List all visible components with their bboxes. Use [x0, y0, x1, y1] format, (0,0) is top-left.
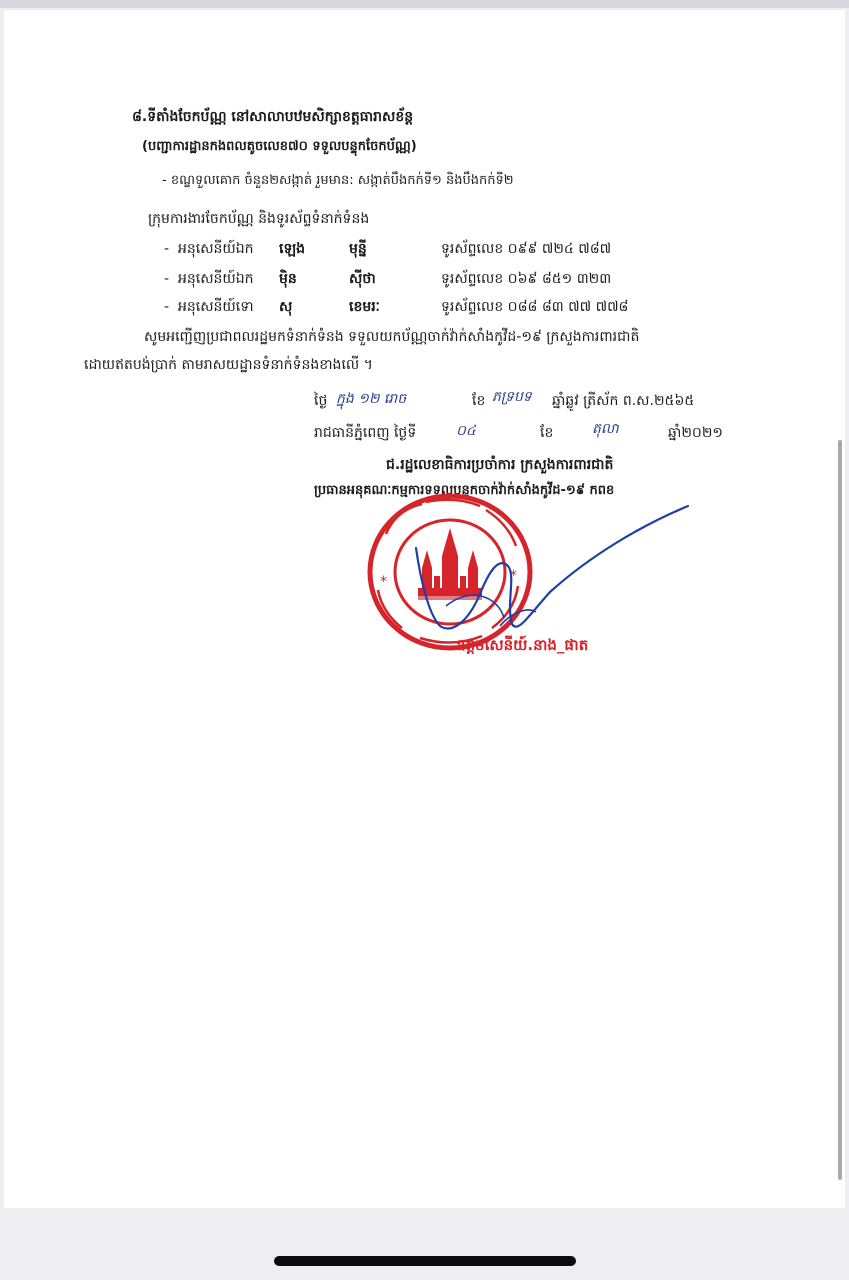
lunar-month-handwritten: ភទ្របទ: [492, 389, 532, 405]
team-heading: ក្រុមការងារចែកប័ណ្ណ និងទូរស័ព្ទទំនាក់ទំនង: [148, 211, 370, 227]
contact-bullet: -: [164, 271, 170, 287]
signatory-title-line1: ជ.រដ្ឋលេខាធិការប្រចាំការ ក្រសួងការពារជាតិ: [386, 457, 614, 473]
contact-rank: អនុសេនីយ៍ទោ: [178, 299, 254, 315]
solar-year-text: ឆ្នាំ២០២១: [668, 425, 724, 441]
contact-surname: សុ: [279, 299, 293, 315]
solar-place-day-label: រាជធានីភ្នំពេញ ថ្ងៃទី: [314, 425, 417, 441]
svg-text:*: *: [510, 568, 517, 584]
body-paragraph-line2: ដោយឥតបង់ប្រាក់ តាមរាសយដ្ឋានទំនាក់ទំនងខាងលើ ។: [84, 357, 373, 373]
scope-line: - ខណ្ឌទួលគោក ចំនួន២សង្កាត់ រួមមាន: សង្កាត់បឹងកក់ទី១ និងបឹងកក់ទី២: [162, 173, 514, 188]
contact-given-name: ខេមរៈ: [349, 299, 380, 315]
lunar-year-text: ឆ្នាំឆ្លូវ ត្រីស័ក ព.ស.២៥៦៥: [552, 393, 695, 409]
location-heading: ៨.ទីតាំងចែកប័ណ្ណ នៅសាលាបឋមសិក្សាខត្តធារាសខ័ន្ត: [132, 109, 414, 125]
solar-month-handwritten: តុលា: [592, 421, 619, 437]
contact-given-name: មុន្នី: [349, 241, 367, 257]
contact-phone: ទូរស័ព្ទលេខ ០៦៩ ៨៥១ ៣២៣: [441, 271, 612, 287]
unit-subheading: (បញ្ជាការដ្ឋានកងពលតូចលេខ៧០ ទទួលបន្ទុកចែកប័ណ្ណ): [142, 139, 417, 154]
contact-bullet: -: [164, 241, 170, 257]
home-indicator-bar[interactable]: [274, 1256, 576, 1266]
contact-given-name: ស៊ីថា: [349, 271, 376, 287]
body-paragraph-line1: សូមអញ្ជើញប្រជាពលរដ្ឋមកទំនាក់ទំនង ទទួលយកប័ណ្ណចាក់វ៉ាក់សាំងកូវីដ-១៩ ក្រសួងការពារជាតិ: [144, 329, 640, 345]
lunar-day-label: ថ្ងៃ: [314, 393, 328, 409]
contact-bullet: -: [164, 299, 170, 315]
lunar-month-label: ខែ: [472, 393, 486, 409]
contact-phone: ទូរស័ព្ទលេខ ០៩៩ ៧២៤ ៧៨៧: [441, 241, 612, 257]
signatory-name: ឧត្តមសេនីយ៍.នាង_ផាត: [456, 636, 589, 654]
contact-phone: ទូរស័ព្ទលេខ ០៨៨ ៨៣ ៧៧ ៧៧៨: [441, 299, 629, 315]
svg-text:*: *: [380, 574, 387, 590]
top-strip: [0, 0, 849, 8]
contact-surname: ម៉ិន: [279, 271, 297, 287]
contact-rank: អនុសេនីយ៍ឯក: [178, 241, 254, 257]
vertical-scrollbar[interactable]: [838, 440, 842, 1180]
lunar-day-handwritten: ក្នុង ១២ រោច: [336, 391, 407, 407]
contact-rank: អនុសេនីយ៍ឯក: [178, 271, 254, 287]
signatory-title-line2: ប្រធានអនុគណៈកម្មការទទួលបន្ទុកចាក់វ៉ាក់សាំងកូវីដ-១៩ កពខ: [314, 483, 615, 498]
contact-surname: ឡេង: [279, 241, 305, 257]
handwritten-signature: [380, 496, 700, 656]
solar-day-handwritten: ០៤: [456, 423, 476, 439]
solar-month-label: ខែ: [540, 425, 554, 441]
